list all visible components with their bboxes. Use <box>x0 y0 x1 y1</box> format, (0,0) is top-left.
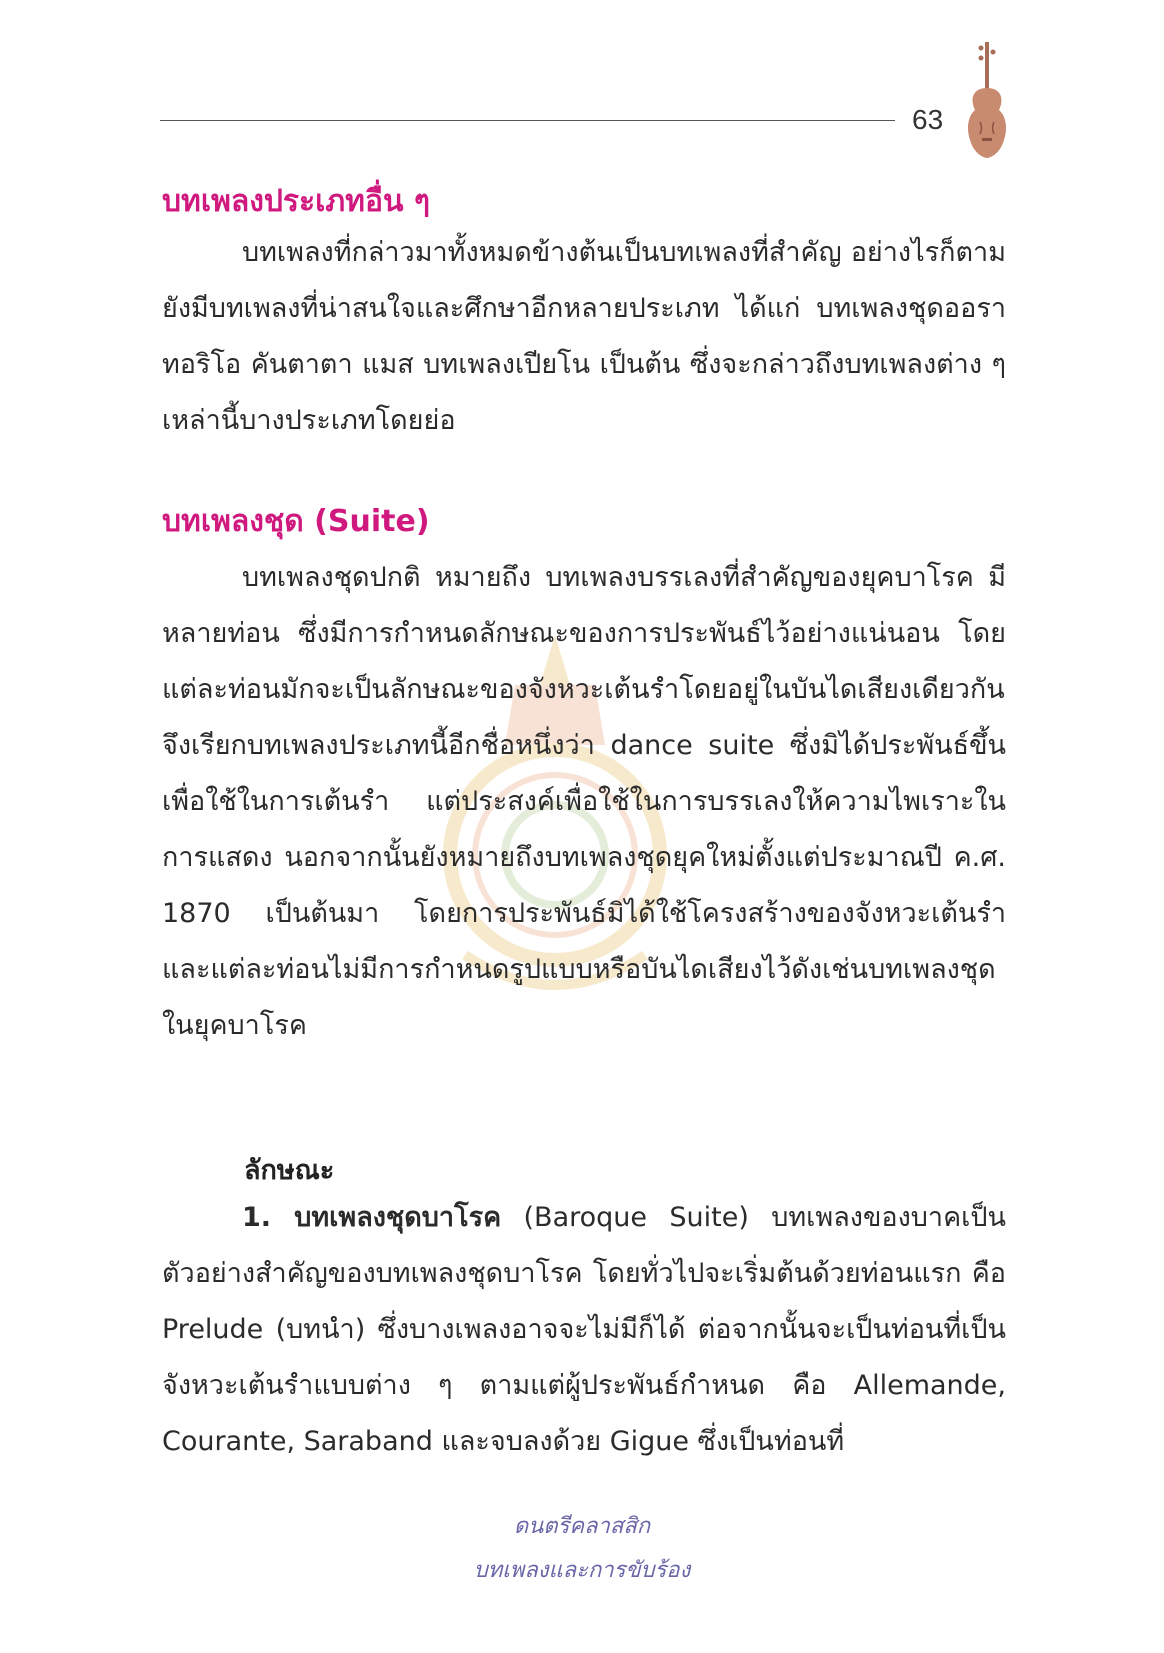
violin-icon <box>962 38 1012 163</box>
item-1-title: 1. บทเพลงชุดบาโรค <box>242 1202 502 1233</box>
section-paragraph-other-types: บทเพลงที่กล่าวมาทั้งหมดข้างต้นเป็นบทเพลงที่สำคัญ อย่างไรก็ตามยังมีบทเพลงที่น่าสนใจและศึกษาอีกหลายประเภท ได้แก่ บทเพลงชุดออราทอริโอ คันตาตา แมส บทเพลงเปียโน เป็นต้น ซึ่งจะกล่าวถึงบทเพลงต่าง ๆ เหล่านี้บางประเภทโดยย่อ <box>162 237 1006 436</box>
header-rule <box>160 120 895 121</box>
item-1-text: (Baroque Suite) บทเพลงของบาคเป็นตัวอย่างสำคัญของบทเพลงชุดบาโรค โดยทั่วไปจะเริ่มต้นด้วยท่อนแรก คือ Prelude (บทนำ) ซึ่งบางเพลงอาจจะไม่มีก็ได้ ต่อจากนั้นจะเป็นท่อนที่เป็นจังหวะเต้นรำแบบต่าง ๆ ตามแต่ผู้ประพันธ์กำหนด คือ Allemande, Courante, Saraband และจบลงด้วย Gigue ซึ่งเป็นท่อนที่ <box>162 1202 1006 1457</box>
characteristics-item-1 <box>162 1190 1006 1470</box>
footer-line-1: ดนตรีคลาสสิก <box>513 1514 651 1539</box>
footer-line-2: บทเพลงและการขับร้อง <box>473 1558 691 1583</box>
section-paragraph-suite: บทเพลงชุดปกติ หมายถึง บทเพลงบรรเลงที่สำคัญของยุคบาโรค มีหลายท่อน ซึ่งมีการกำหนดลักษณะของการประพันธ์ไว้อย่างแน่นอน โดยแต่ละท่อนมักจะเป็นลักษณะของจังหวะเต้นรำโดยอยู่ในบันไดเสียงเดียวกัน จึงเรียกบทเพลงประเภทนี้อีกชื่อหนึ่งว่า dance suite ซึ่งมิได้ประพันธ์ขึ้นเพื่อใช้ในการเต้นรำ แต่ประสงค์เพื่อใช้ในการบรรเลงให้ความไพเราะในการแสดง นอกจากนั้นยังหมายถึงบทเพลงชุดยุคใหม่ตั้งแต่ประมาณปี ค.ศ. 1870 เป็นต้นมา โดยการประพันธ์มิได้ใช้โครงสร้างของจังหวะเต้นรำ และแต่ละท่อนไม่มีการกำหนดรูปแบบหรือบันไดเสียงไว้ดังเช่นบทเพลงชุดในยุคบาโรค <box>162 562 1006 1041</box>
section-heading-suite: บทเพลงชุด (Suite) <box>162 504 430 539</box>
page-number: 63 <box>912 104 944 135</box>
section-heading-other-types: บทเพลงประเภทอื่น ๆ <box>162 184 431 219</box>
characteristics-heading: ลักษณะ <box>244 1155 335 1186</box>
